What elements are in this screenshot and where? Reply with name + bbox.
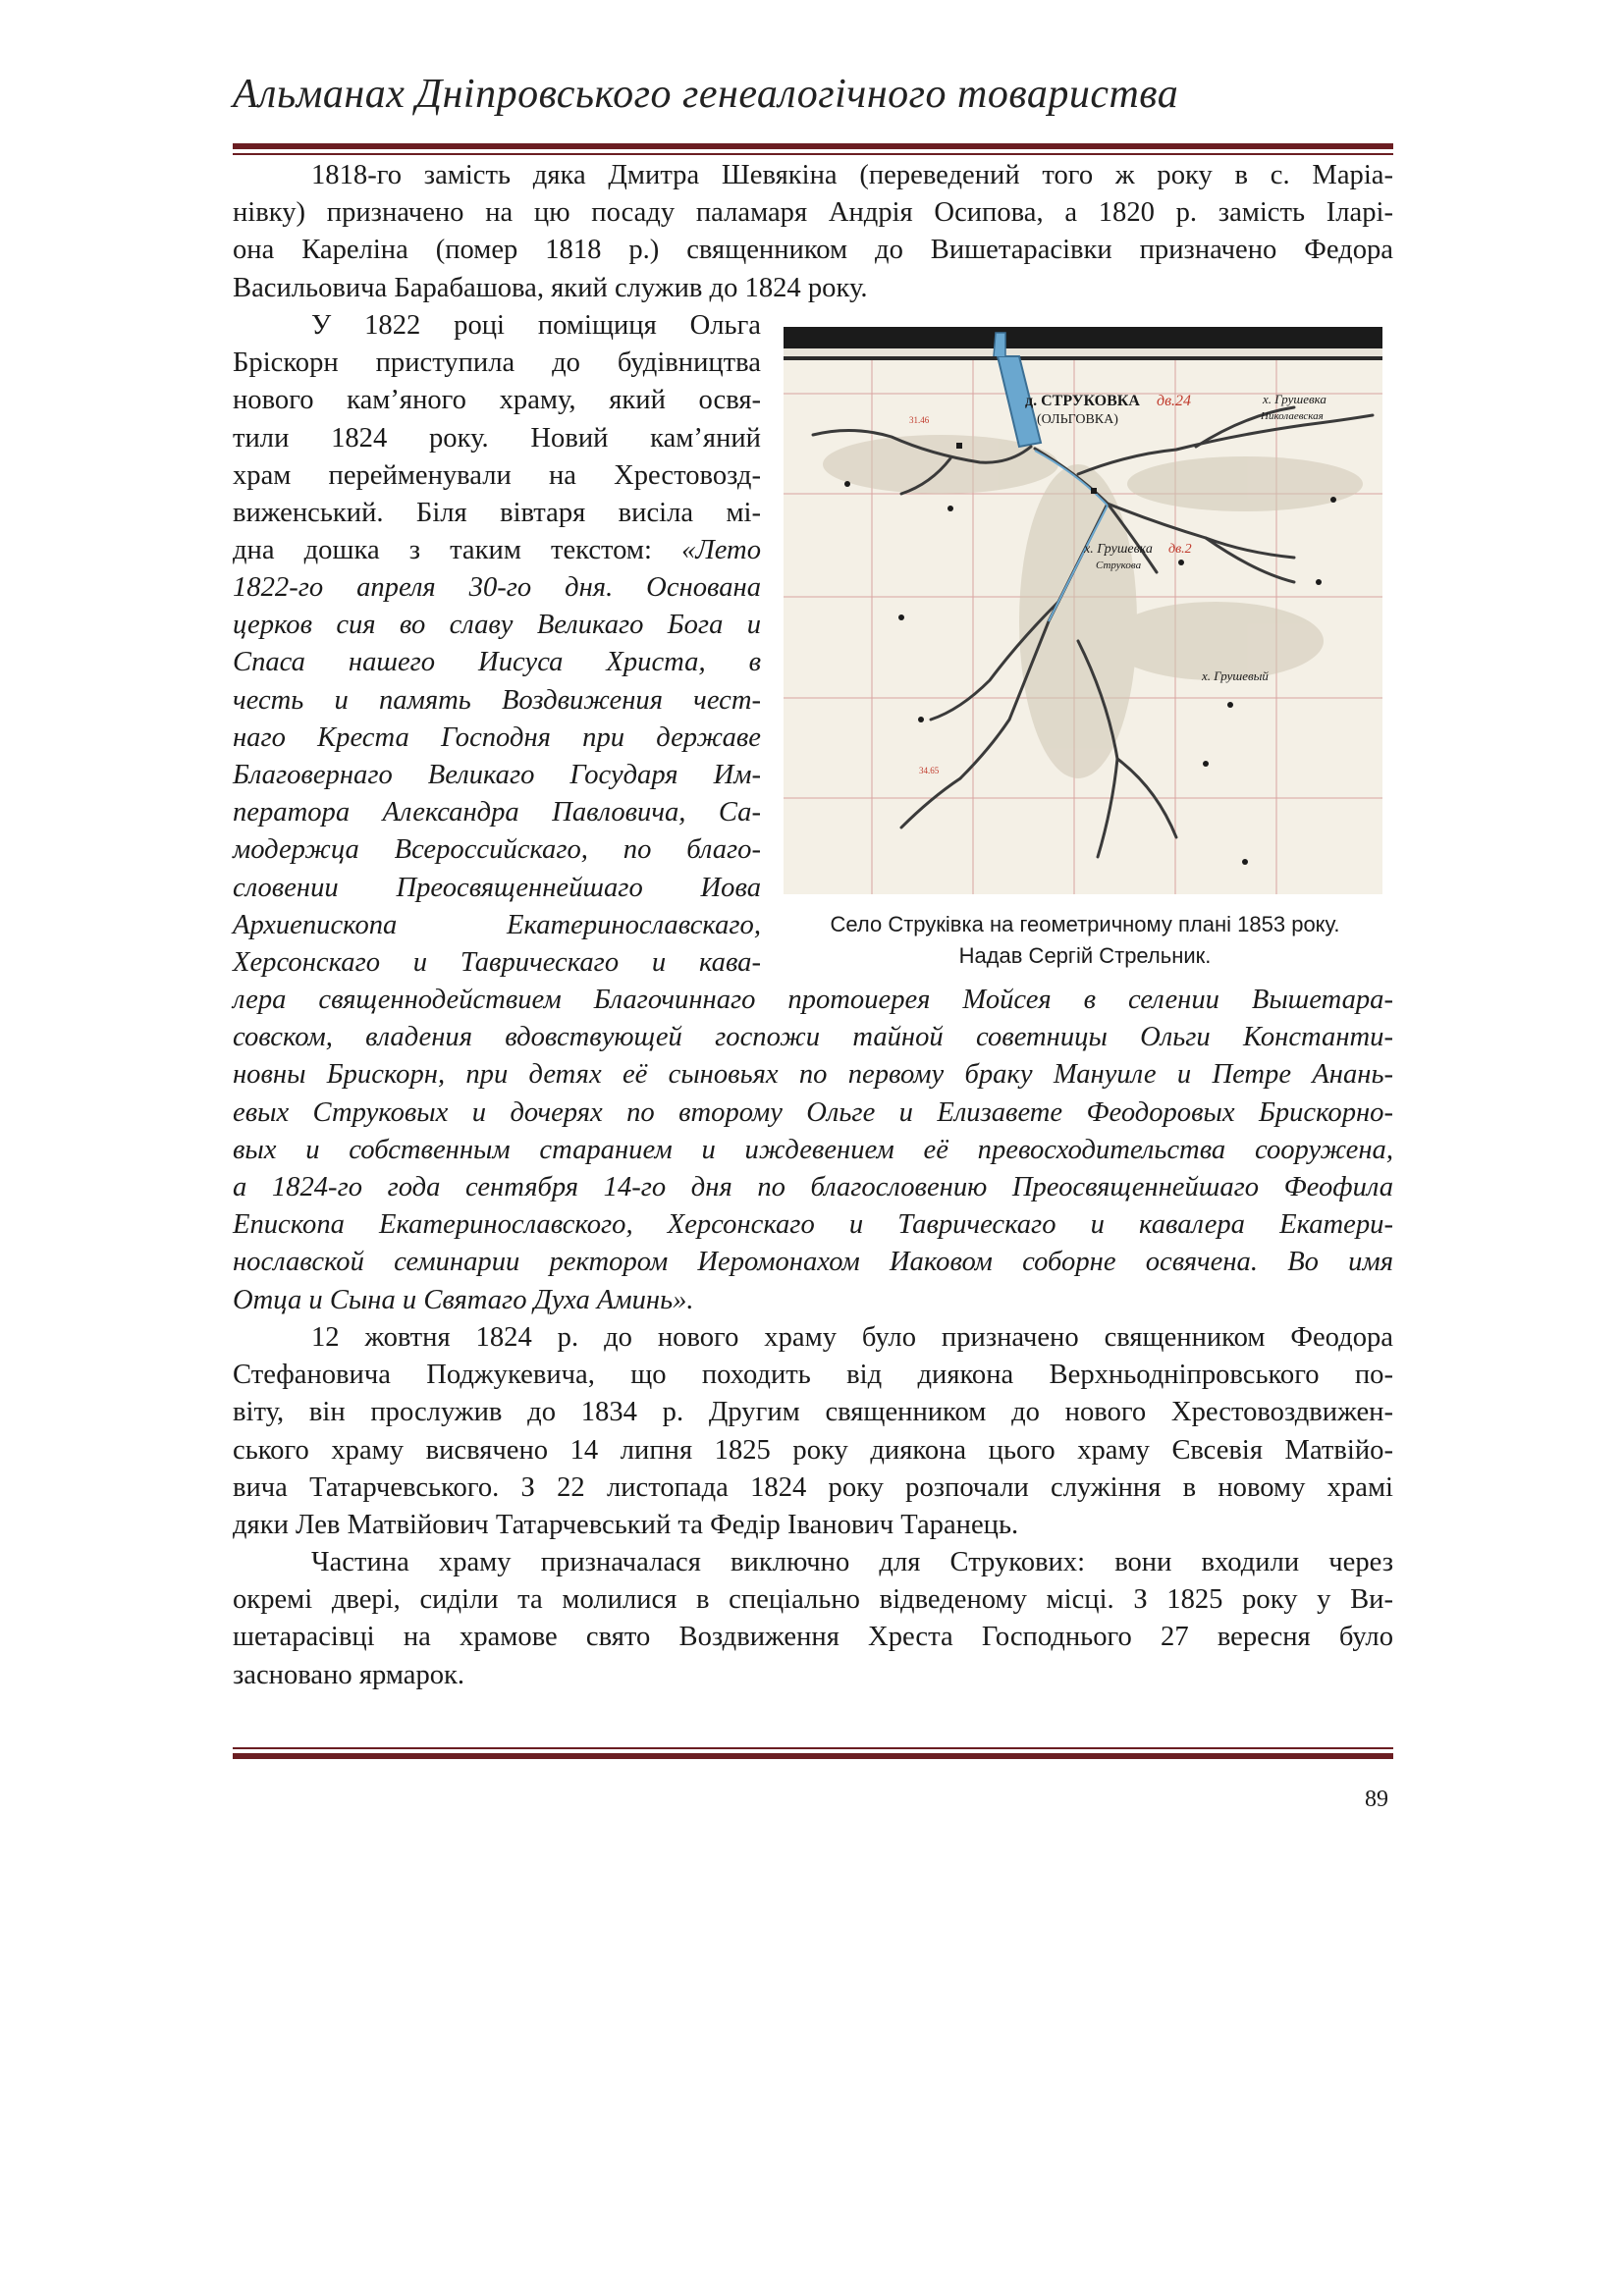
footer-rule-thick xyxy=(233,1753,1393,1759)
quote-full xyxy=(233,982,1393,1319)
paragraph-3 xyxy=(233,1319,1393,1544)
map-label-village-num: дв.24 xyxy=(1157,393,1192,409)
map-label-hamlet-right-sub: Николаевская xyxy=(1261,410,1324,422)
header-rule-thin xyxy=(233,153,1393,155)
text-line: наго Креста Господня при державе xyxy=(233,721,761,753)
text-line: дяки Лев Матвійович Татарчевський та Федір Іванович Таранець. xyxy=(233,1510,1019,1541)
text-line: Васильовича Барабашова, який служив до 1824 року. xyxy=(233,272,868,303)
text-line: У 1822 році поміщиця Ольга xyxy=(311,310,761,341)
map-label-village: д. СТРУКОВКА xyxy=(1025,393,1140,409)
text-line: 12 жовтня 1824 р. до нового храму було призначено священником Феодора xyxy=(311,1322,1393,1353)
text-line: Частина храму призначалася виключно для Струкових: вони входили через xyxy=(311,1547,1393,1577)
footer-rule-thin xyxy=(233,1747,1393,1749)
text-line: Бріскорн приступила до будівництва xyxy=(233,347,761,379)
map-label-hamlet-center-num: дв.2 xyxy=(1168,542,1192,557)
text-line: церков сия во славу Великаго Бога и xyxy=(233,610,761,641)
paragraph-1 xyxy=(233,157,1393,307)
quote-start: «Лето xyxy=(681,535,761,566)
text-line: ператора Александра Павловича, Са- xyxy=(233,797,761,828)
paragraph-2 xyxy=(233,307,761,569)
text-line: виженський. Біля вівтаря висіла мі- xyxy=(233,498,761,529)
text-line: совском, владения вдовствующей госпожи тайной советницы Ольги Константи- xyxy=(233,1022,1393,1053)
text-line: она Кареліна (помер 1818 р.) священником до Вишетарасівки призначено Федора xyxy=(233,235,1393,266)
map-label-hamlet-center-sub: Струкова xyxy=(1096,560,1142,571)
text-line: нославской семинарии ректором Иеромонахом Иаковом соборне освячена. Во имя xyxy=(233,1247,1393,1278)
paragraph-4 xyxy=(233,1544,1393,1694)
text-line: нівку) призначено на цю посаду паламаря Андрія Осипова, а 1820 р. замість Іларі- xyxy=(233,197,1393,229)
figure-caption xyxy=(778,909,1392,972)
almanac-title: Альманах Дніпровського генеалогічного товариства xyxy=(233,72,1179,117)
map-figure xyxy=(784,327,1382,894)
text-line: віту, він прослужив до 1834 р. Другим священником до нового Хрестовоздвижен- xyxy=(233,1397,1393,1428)
text-line: евых Струковых и дочерях по второму Ольге и Елизавете Феодоровых Брискорно- xyxy=(233,1096,1393,1128)
text-fragment: дна дошка з таким текстом: xyxy=(233,535,652,566)
text-line xyxy=(233,532,761,569)
text-line: Спаса нашего Иисуса Христа, в xyxy=(233,647,761,678)
text-line: Отца и Сына и Святаго Духа Аминь». xyxy=(233,1284,694,1315)
text-line: нового кам’яного храму, який освя- xyxy=(233,385,761,416)
survey-map xyxy=(784,327,1382,894)
caption-line: Село Струківка на геометричному плані 1853 року. xyxy=(830,912,1340,936)
text-line: а 1824-го года сентября 14-го дня по благословению Преосвященнейшаго Феофила xyxy=(233,1172,1393,1203)
text-line: шетарасівці на храмове свято Воздвиження Хреста Господнього 27 вересня було xyxy=(233,1622,1393,1653)
text-line: тили 1824 року. Новий кам’яний xyxy=(233,422,761,454)
text-line: засновано ярмарок. xyxy=(233,1659,465,1690)
text-line: Херсонскаго и Таврическаго и кава- xyxy=(233,947,761,979)
text-line: ського храму висвячено 14 липня 1825 року диякона цього храму Євсевія Матвійо- xyxy=(233,1434,1393,1466)
header-rule-thick xyxy=(233,143,1393,149)
text-line: вых и собственным старанием и иждевением её превосходительства сооружена, xyxy=(233,1134,1393,1165)
text-line: словении Преосвященнейшаго Иова xyxy=(233,872,761,903)
text-line: Благовернаго Великаго Государя Им- xyxy=(233,760,761,791)
map-elevation: 31.46 xyxy=(909,415,930,425)
text-line: Архиепископа Екатеринославскаго, xyxy=(233,909,761,940)
text-line: Епископа Екатеринославского, Херсонскаго и Таврическаго и кавалера Екатери- xyxy=(233,1209,1393,1241)
caption-credit: Надав Сергій Стрельник. xyxy=(958,943,1212,968)
text-line: храм перейменували на Хрестовозд- xyxy=(233,459,761,491)
text-line: лера священнодействием Благочиннаго протоиерея Мойсея в селении Вышетара- xyxy=(233,985,1393,1015)
text-line: новны Брискорн, при детях её сыновьях по первому браку Мануиле и Петре Анань- xyxy=(233,1059,1393,1091)
text-line: Стефановича Поджукевича, що походить від диякона Верхньодніпровського по- xyxy=(233,1360,1393,1391)
text-line: 1818-го замість дяка Дмитра Шевякіна (переведений того ж року в с. Маріа- xyxy=(311,160,1393,190)
map-label-hamlet-lower: х. Грушевый xyxy=(1202,668,1269,683)
map-label-hamlet-right: х. Грушевка xyxy=(1263,392,1326,406)
text-line: окремі двері, сиділи та молилися в спеціально відведеному місці. З 1825 року у Ви- xyxy=(233,1584,1393,1616)
map-elevation: 34.65 xyxy=(919,766,940,775)
text-line: модержца Всероссийскаго, по благо- xyxy=(233,834,761,866)
text-line: вича Татарчевського. З 22 листопада 1824 року розпочали служіння в новому храмі xyxy=(233,1471,1393,1503)
map-label-village-alt: (ОЛЬГОВКА) xyxy=(1037,412,1118,427)
page-number: 89 xyxy=(1365,1787,1388,1812)
map-label-hamlet-center: х. Грушевка xyxy=(1084,542,1153,557)
text-line: честь и память Воздвижения чест- xyxy=(233,684,761,716)
text-line: 1822-го апреля 30-го дня. Основана xyxy=(233,572,761,603)
quote-narrow xyxy=(233,569,761,982)
